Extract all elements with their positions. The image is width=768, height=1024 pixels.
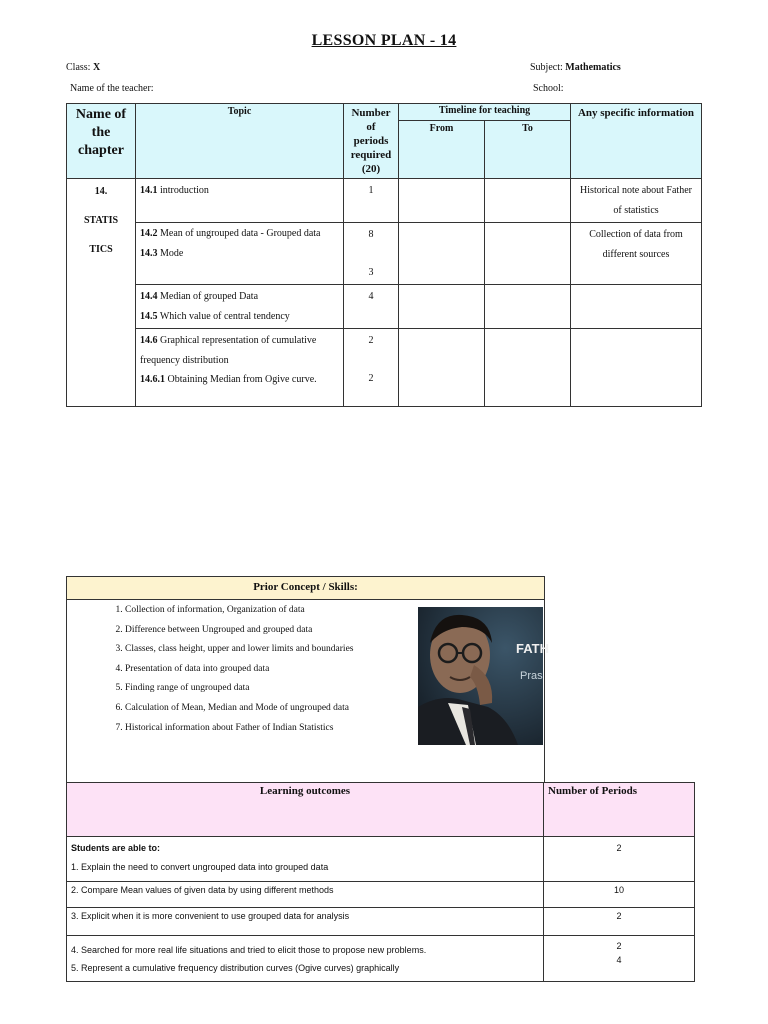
chapter-cell xyxy=(67,179,136,407)
topic-text: Mode xyxy=(157,247,184,259)
subject-label: Subject: xyxy=(530,62,563,73)
from-cell xyxy=(399,285,485,329)
class-label: Class: xyxy=(66,62,91,73)
periods-cell xyxy=(344,223,399,285)
periods-cell xyxy=(344,179,399,223)
prior-concepts-list xyxy=(67,601,353,738)
periods-value: 2 xyxy=(368,335,374,346)
topic-text: Median of grouped Data xyxy=(157,291,259,302)
info-cell: Collection of data from different sources xyxy=(571,223,702,285)
school-label: School: xyxy=(533,83,564,94)
timeline-header: Timeline for teaching xyxy=(399,104,571,121)
topic-code: 14.3 xyxy=(140,247,158,259)
periods-value: 8 xyxy=(368,229,374,240)
topic-text: Which value of central tendency xyxy=(157,310,290,322)
outcomes-heading: Learning outcomes xyxy=(67,783,544,837)
outcome-periods: 4 xyxy=(616,955,622,965)
outcome-text: 2. Compare Mean values of given data by using different methods xyxy=(71,885,334,895)
prior-concepts-heading: Prior Concept / Skills: xyxy=(67,577,544,600)
photo-caption-1: FATH xyxy=(516,641,549,656)
periods-value: 3 xyxy=(368,266,374,278)
to-cell xyxy=(485,285,571,329)
topic-cell xyxy=(136,179,344,223)
periods-value: 2 xyxy=(368,372,374,384)
topic-code: 14.4 xyxy=(140,291,158,302)
list-item: 6. Calculation of Mean, Median and Mode of ungrouped data xyxy=(125,699,353,719)
outcome-periods: 2 xyxy=(544,908,695,936)
from-cell xyxy=(399,223,485,285)
list-item: 7. Historical information about Father of Indian Statistics xyxy=(125,719,353,739)
topic-text: Mean of ungrouped data - Grouped data xyxy=(157,228,321,239)
portrait-photo xyxy=(418,607,549,745)
outcome-text: 3. Explicit when it is more convenient to use grouped data for analysis xyxy=(71,911,350,921)
periods-cell xyxy=(344,329,399,407)
photo-caption-2: Pras xyxy=(520,670,543,682)
list-item: 4. Presentation of data into grouped data xyxy=(125,660,353,680)
to-header: To xyxy=(485,120,571,178)
topic-cell xyxy=(136,285,344,329)
portrait-image xyxy=(418,607,549,745)
lesson-plan-table xyxy=(66,103,702,407)
to-cell xyxy=(485,179,571,223)
topic-code: 14.6 xyxy=(140,335,158,346)
list-item: 2. Difference between Ungrouped and grouped data xyxy=(125,621,353,641)
topic-header: Topic xyxy=(136,104,344,179)
outcomes-intro: Students are able to: xyxy=(71,843,161,853)
subject-field xyxy=(530,62,621,73)
to-cell xyxy=(485,329,571,407)
info-header: Any specific information xyxy=(571,104,702,179)
outcome-text: 1. Explain the need to convert ungrouped data into grouped data xyxy=(71,862,329,872)
topic-code: 14.5 xyxy=(140,310,158,322)
topic-cell xyxy=(136,223,344,285)
from-cell xyxy=(399,329,485,407)
list-item: 5. Finding range of ungrouped data xyxy=(125,679,353,699)
outcome-periods: 2 xyxy=(616,941,622,951)
outcome-row xyxy=(67,936,544,982)
outcome-periods: 2 xyxy=(544,837,695,882)
topic-text: Obtaining Median from Ogive curve. xyxy=(165,374,317,385)
chapter-name-1: STATIS xyxy=(83,215,119,226)
outcome-text: 5. Represent a cumulative frequency distribution curves (Ogive curves) graphically xyxy=(71,963,400,973)
topic-code: 14.1 xyxy=(140,185,158,196)
from-header: From xyxy=(399,120,485,178)
subject-value: Mathematics xyxy=(565,62,621,73)
chapter-number: 14. xyxy=(94,186,108,197)
periods-value: 1 xyxy=(368,185,374,196)
to-cell xyxy=(485,223,571,285)
periods-header: Number of periods required (20) xyxy=(344,104,399,179)
teacher-label: Name of the teacher: xyxy=(70,83,154,94)
topic-cell xyxy=(136,329,344,407)
chapter-name-2: TICS xyxy=(89,244,113,255)
info-cell xyxy=(571,329,702,407)
learning-outcomes-table xyxy=(66,782,695,982)
class-value: X xyxy=(92,62,101,73)
topic-code: 14.6.1 xyxy=(140,374,165,385)
page-title: LESSON PLAN - 14 xyxy=(311,32,457,49)
outcome-row xyxy=(67,882,544,908)
outcome-text: 4. Searched for more real life situations and tried to elicit those to propose new problems. xyxy=(71,945,427,955)
info-cell xyxy=(571,285,702,329)
outcome-periods: 10 xyxy=(544,882,695,908)
class-field xyxy=(66,62,100,73)
periods-value: 4 xyxy=(368,291,374,302)
periods-cell xyxy=(344,285,399,329)
topic-text: Graphical representation of cumulative frequency distribution xyxy=(140,335,317,366)
chapter-header: Name of the chapter xyxy=(67,104,136,179)
info-cell: Historical note about Father of statistics xyxy=(571,179,702,223)
list-item: 3. Classes, class height, upper and lower limits and boundaries xyxy=(125,640,353,660)
outcome-row xyxy=(67,908,544,936)
topic-text: introduction xyxy=(157,185,209,196)
outcome-periods-cell xyxy=(544,936,695,982)
periods-heading: Number of Periods xyxy=(544,783,695,837)
outcome-row xyxy=(67,837,544,882)
from-cell xyxy=(399,179,485,223)
list-item: 1. Collection of information, Organization of data xyxy=(125,601,353,621)
topic-code: 14.2 xyxy=(140,228,158,239)
